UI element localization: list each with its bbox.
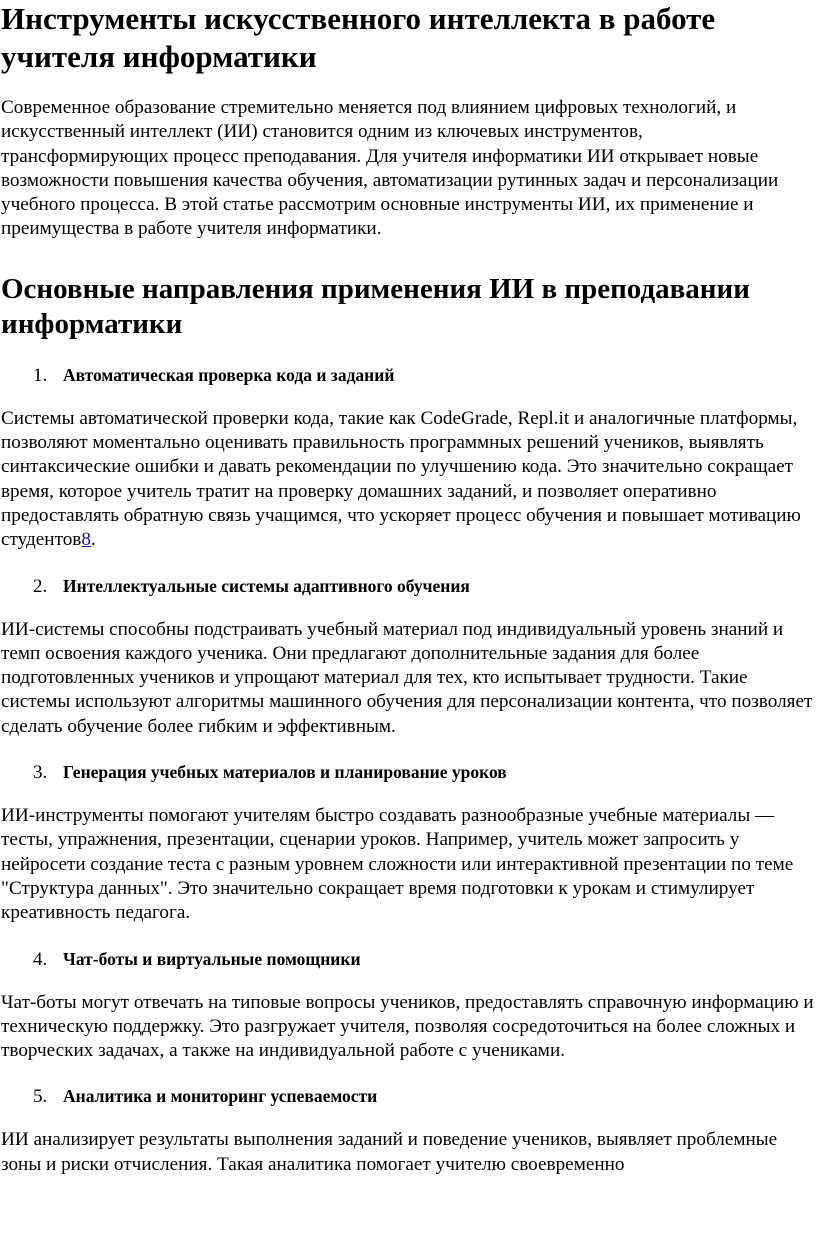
list-item-number: 1. xyxy=(33,364,48,386)
list-item-text: ИИ-инструменты помогают учителям быстро создавать разнообразные учебные материалы — тесты, упражнения, презентации, сценарии уроков. Например, учитель может запросить у нейросети создание теста с разным уровнем сложности или интерактивной презентации по теме "Структура данных". Это значительно сокращает время подготовки к урокам и стимулирует креативность педагога. xyxy=(1,805,794,924)
list-item-heading xyxy=(1,948,814,971)
list-item-number: 4. xyxy=(33,948,48,970)
list-item-text: ИИ анализирует результаты выполнения заданий и поведение учеников, выявляет проблемные зоны и риски отчисления. Такая аналитика помогает учителю своевременно xyxy=(1,1129,778,1175)
section-title: Основные направления применения ИИ в преподавании информатики xyxy=(1,272,750,340)
footnote-link[interactable]: 8 xyxy=(81,529,91,551)
list-item-number: 5. xyxy=(33,1086,48,1108)
intro-paragraph: Современное образование стремительно меняется под влиянием цифровых технологий, и искусственный интеллект (ИИ) становится одним из ключевых инструментов, трансформирующих процесс преподавания. Для учителя информатики ИИ открывает новые возможности повышения качества обучения, автоматизации рутинных задач и персонализации учебного процесса. В этой статье рассмотрим основные инструменты ИИ, их применение и преимущества в работе учителя информатики. xyxy=(1,97,779,240)
list-item-heading xyxy=(1,1085,814,1108)
list-item-text-tail: . xyxy=(90,529,96,551)
article-title: Инструменты искусственного интеллекта в работе учителя информатики xyxy=(1,1,716,74)
list-item-title: Интеллектуальные системы адаптивного обучения xyxy=(63,575,470,596)
list-item-heading xyxy=(1,364,814,387)
list-item-title: Чат-боты и виртуальные помощники xyxy=(63,948,361,969)
list-item-title: Генерация учебных материалов и планирование уроков xyxy=(63,762,507,783)
list-item-number: 3. xyxy=(33,762,48,784)
list-item-text-body: Системы автоматической проверки кода, такие как CodeGrade, Repl.it и аналогичные платформы, позволяют моментально оценивать правильность программных решений учеников, выявлять синтаксические ошибки и давать рекомендации по улучшению кода. Это значительно сокращает время, которое учитель тратит на проверку домашних заданий, и позволяет оперативно предоставлять обратную связь учащимся, что ускоряет процесс обучения и повышает мотивацию студентов xyxy=(1,407,801,551)
list-item-title: Аналитика и мониторинг успеваемости xyxy=(63,1086,378,1107)
list-item-text: Чат-боты могут отвечать на типовые вопросы учеников, предоставлять справочную информацию и техническую поддержку. Это разгружает учителя, позволяя сосредоточиться на более сложных и творческих задачах, а также на индивидуальной работе с учениками. xyxy=(1,991,814,1062)
list-item-text xyxy=(1,407,814,553)
list-item-number: 2. xyxy=(33,575,48,597)
list-item-heading xyxy=(1,761,814,784)
list-item-text: ИИ-системы способны подстраивать учебный материал под индивидуальный уровень знаний и темп освоения каждого ученика. Они предлагают дополнительные задания для более подготовленных учеников и упрощают материал для тех, кто испытывает трудности. Такие системы используют алгоритмы машинного обучения для персонализации контента, что позволяет сделать обучение более гибким и эффективным. xyxy=(1,618,813,737)
list-item-heading xyxy=(1,575,814,598)
list-item-title: Автоматическая проверка кода и заданий xyxy=(63,364,395,385)
